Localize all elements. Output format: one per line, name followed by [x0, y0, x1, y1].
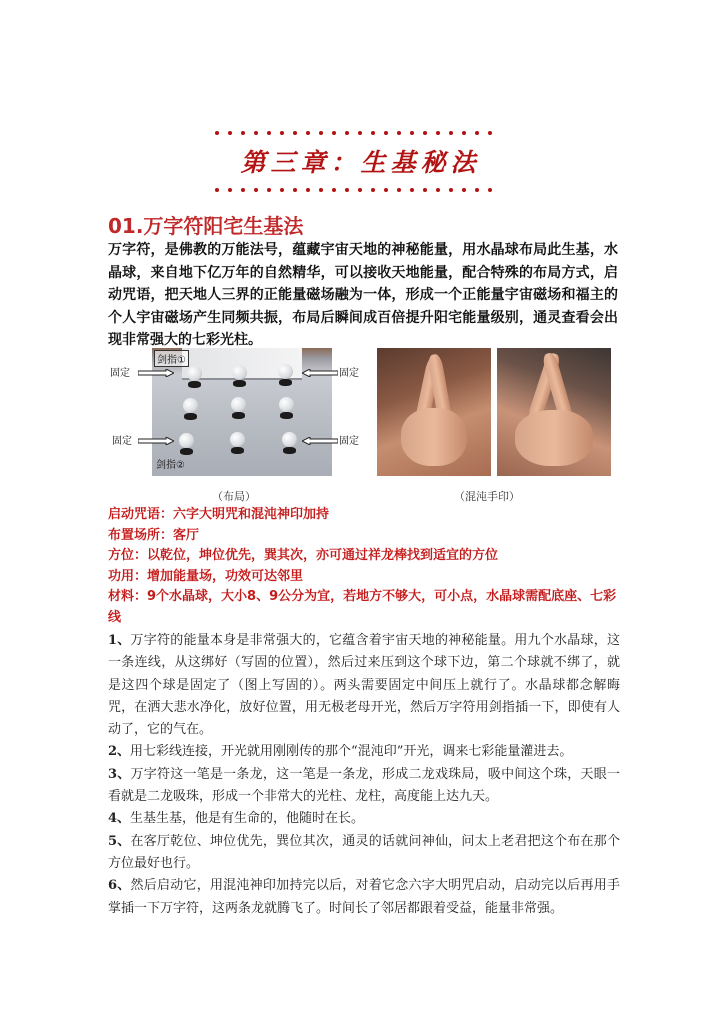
divider-dot: [332, 131, 336, 135]
divider-dot: [488, 131, 492, 135]
sword-finger-label-2: 剑指②: [156, 460, 185, 471]
crystal-ball: [179, 433, 194, 448]
arrow-left-icon: [302, 369, 338, 377]
divider-dot: [462, 131, 466, 135]
ball-base: [233, 380, 246, 387]
mudra-photo-1: [377, 348, 491, 476]
divider-dot: [475, 188, 479, 192]
divider-dot: [293, 188, 297, 192]
divider-dot: [345, 188, 349, 192]
divider-dot: [319, 188, 323, 192]
dotted-divider-top: [215, 131, 500, 135]
divider-dot: [423, 188, 427, 192]
palm-shape: [515, 410, 593, 466]
ball-base: [231, 447, 244, 454]
divider-dot: [397, 131, 401, 135]
list-item: 2、用七彩线连接，开光就用刚刚传的那个“混沌印”开光，调来七彩能量灌进去。: [108, 744, 573, 760]
ball-base: [184, 413, 197, 420]
divider-dot: [215, 131, 219, 135]
arrow-left-icon: [302, 437, 338, 445]
crystal-ball: [230, 432, 245, 447]
divider-dot: [215, 188, 219, 192]
divider-dot: [280, 188, 284, 192]
ball-base: [280, 412, 293, 419]
divider-dot: [371, 188, 375, 192]
crystal-ball: [231, 397, 246, 412]
section-title: 01.万字符阳宅生基法: [108, 214, 304, 238]
crystal-ball: [278, 364, 293, 379]
divider-dot: [319, 131, 323, 135]
divider-dot: [436, 131, 440, 135]
divider-dot: [397, 188, 401, 192]
list-item: 4、生基生基，他是有生命的，他随时在长。: [108, 811, 365, 827]
dotted-divider-bottom: [215, 188, 500, 192]
crystal-ball: [183, 398, 198, 413]
crystal-ball: [232, 365, 247, 380]
divider-dot: [241, 131, 245, 135]
spec-function: 功用：增加能量场，功效可达邻里: [108, 568, 304, 584]
ball-base: [232, 412, 245, 419]
divider-dot: [384, 131, 388, 135]
spec-list: [108, 505, 618, 628]
divider-dot: [306, 131, 310, 135]
layout-photo: [152, 348, 332, 476]
sword-finger-label-1: 剑指①: [154, 350, 189, 367]
divider-dot: [228, 131, 232, 135]
crystal-ball: [282, 432, 297, 447]
divider-dot: [384, 188, 388, 192]
palm-shape: [401, 408, 467, 466]
divider-dot: [228, 188, 232, 192]
list-item: 3、万字符这一笔是一条龙，这一笔是一条龙，形成二龙戏珠局，吸中间这个珠，天眼一看就是二龙吸珠，形成一个非常大的光柱、龙柱，高度能上达九天。: [108, 766, 620, 805]
ball-base: [283, 447, 296, 454]
divider-dot: [345, 131, 349, 135]
divider-dot: [475, 131, 479, 135]
instruction-list: [108, 630, 620, 920]
divider-dot: [254, 131, 258, 135]
divider-dot: [449, 188, 453, 192]
divider-dot: [267, 188, 271, 192]
arrow-right-icon: [138, 437, 174, 445]
divider-dot: [293, 131, 297, 135]
crystal-ball: [187, 366, 202, 381]
spec-materials: 材料：9个水晶球，大小8、9公分为宜，若地方不够大，可小点，水晶球需配底座、七彩线: [108, 589, 617, 625]
divider-dot: [358, 131, 362, 135]
divider-dot: [267, 131, 271, 135]
crystal-ball: [279, 397, 294, 412]
spec-place: 布置场所：客厅: [108, 527, 200, 543]
spec-mantra: 启动咒语：六字大明咒和混沌神印加持: [108, 507, 330, 522]
list-item: 1、万字符的能量本身是非常强大的，它蕴含着宇宙天地的神秘能量。用九个水晶球，这一条连线，从这绑好（写固的位置），然后过来压到这个球下边，第二个球就不绑了，就是这四个球是固定了（图上写固的）。两头需要固定中间压上就行了。水晶球都念解晦咒，在洒大悲水净化，放好位置，用无极老母开光，然后万字符用剑指插一下，即使有人动了，它的气在。: [108, 633, 620, 738]
divider-dot: [306, 188, 310, 192]
divider-dot: [449, 131, 453, 135]
divider-dot: [410, 188, 414, 192]
ball-base: [279, 379, 292, 386]
mudra-caption: （混沌手印）: [454, 490, 520, 503]
fixed-label-bottom-left: 固定: [112, 436, 132, 447]
chapter-title: 第三章：生基秘法: [240, 148, 481, 177]
fixed-label-top-right: 固定: [339, 368, 359, 379]
divider-dot: [254, 188, 258, 192]
divider-dot: [423, 131, 427, 135]
divider-dot: [410, 131, 414, 135]
divider-dot: [332, 188, 336, 192]
mudra-photo-2: [497, 348, 611, 476]
fixed-label-top-left: 固定: [110, 368, 130, 379]
arrow-right-icon: [138, 369, 174, 377]
ball-base: [188, 381, 201, 388]
divider-dot: [436, 188, 440, 192]
divider-dot: [358, 188, 362, 192]
layout-caption: （布局）: [212, 490, 256, 503]
list-item: 5、在客厅乾位、坤位优先，巽位其次，通灵的话就问神仙，问太上老君把这个布在那个方位最好也行。: [108, 833, 620, 871]
list-item: 6、然后启动它，用混沌神印加持完以后，对着它念六字大明咒启动，启动完以后再用手掌插一下万字符，这两条龙就腾飞了。时间长了邻居都跟着受益，能量非常强。: [108, 878, 620, 916]
divider-dot: [371, 131, 375, 135]
ball-base: [180, 448, 193, 455]
intro-paragraph: 万字符，是佛教的万能法号，蕴藏宇宙天地的神秘能量，用水晶球布局此生基，水晶球，来自地下亿万年的自然精华，可以接收天地能量，配合特殊的布局方式，启动咒语，把天地人三界的正能量磁场融为一体，形成一个正能量宇宙磁场和福主的个人宇宙磁场产生同频共振，布局后瞬间成百倍提升阳宅能量级别，通灵查看会出现非常强大的七彩光柱。: [108, 242, 618, 348]
divider-dot: [241, 188, 245, 192]
divider-dot: [280, 131, 284, 135]
spec-direction: 方位：以乾位，坤位优先，巽其次，亦可通过祥龙棒找到适宜的方位: [108, 548, 499, 563]
fixed-label-bottom-right: 固定: [339, 436, 359, 447]
divider-dot: [488, 188, 492, 192]
divider-dot: [462, 188, 466, 192]
